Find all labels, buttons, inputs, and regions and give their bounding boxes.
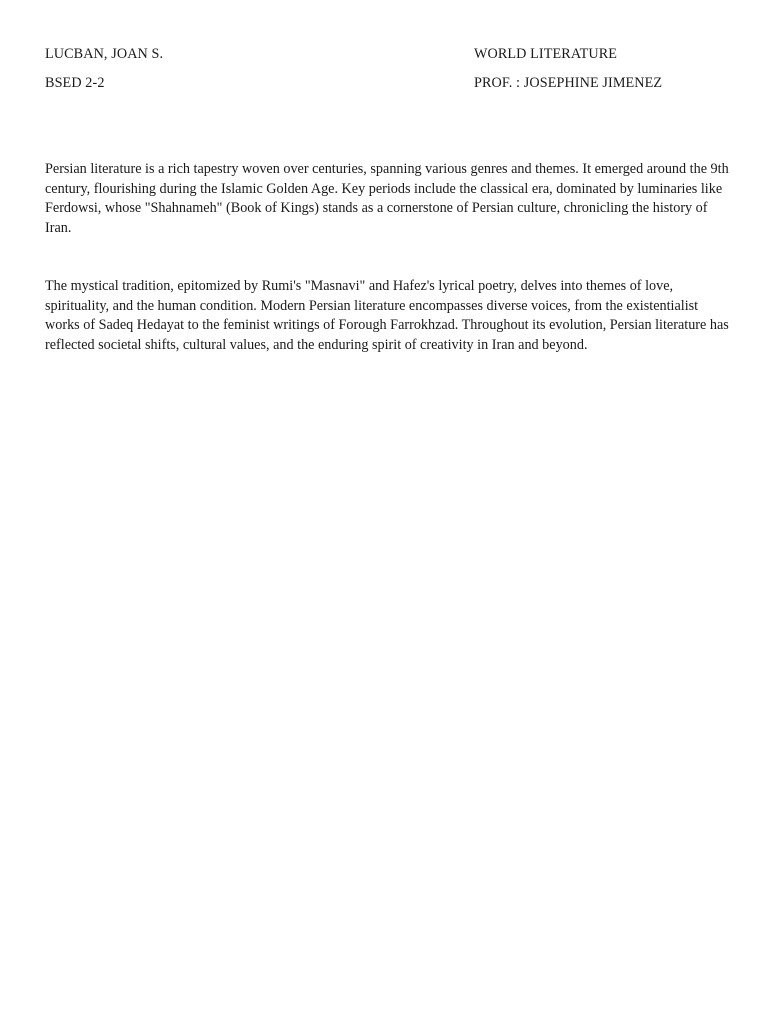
paragraph-1: Persian literature is a rich tapestry woven over centuries, spanning various genres and themes. It emerged around the 9th century, flourishing during the Islamic Golden Age. Key periods include the classical era, dominated by luminaries like Ferdowsi, whose "Shahnameh" (Book of Kings) stands as a cornerstone of Persian culture, chronicling the history of Iran.: [45, 161, 729, 236]
subject-title: WORLD LITERATURE: [474, 46, 618, 62]
header-row-2: [45, 74, 735, 103]
paragraph-2: The mystical tradition, epitomized by Rumi's "Masnavi" and Hafez's lyrical poetry, delves into themes of love, spirituality, and the human condition. Modern Persian literature encompasses diverse voices, from the existentialist works of Sadeq Hedayat to the feminist writings of Forough Farrokhzad. Throughout its evolution, Persian literature has reflected societal shifts, cultural values, and the enduring spirit of creativity in Iran and beyond.: [45, 278, 729, 353]
professor-name: PROF. : JOSEPHINE JIMENEZ: [474, 75, 663, 91]
document-header: [45, 45, 735, 103]
document-body: [45, 160, 735, 394]
student-name: LUCBAN, JOAN S.: [45, 46, 164, 62]
header-row-1: [45, 45, 735, 74]
section-label: BSED 2-2: [45, 75, 105, 91]
